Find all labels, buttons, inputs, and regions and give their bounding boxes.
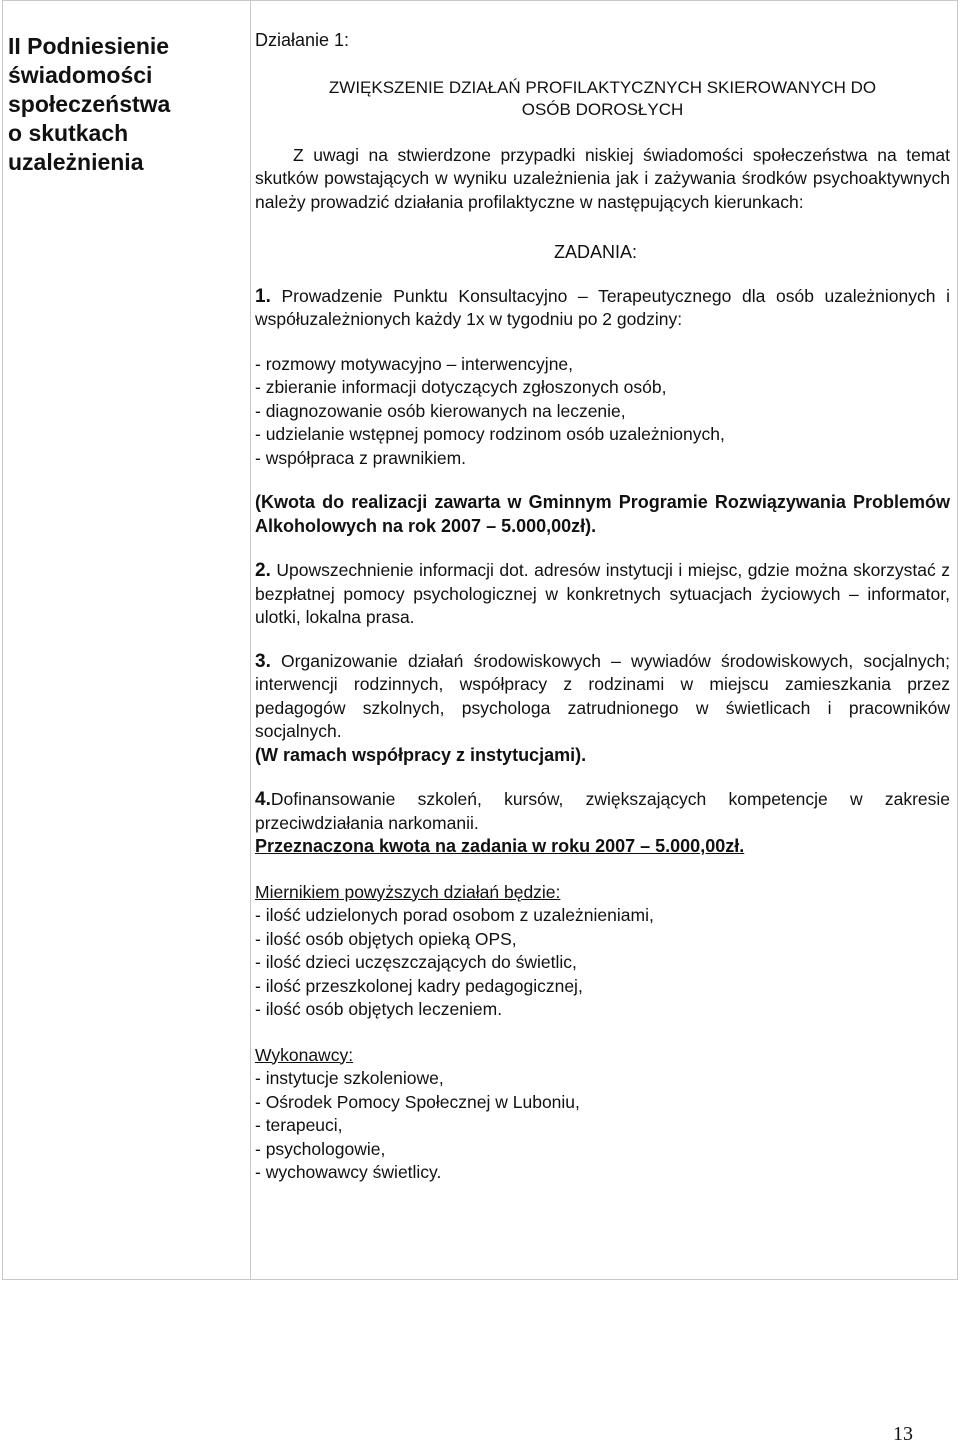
list-item: - psychologowie, <box>255 1138 386 1159</box>
section-title-line: uzależnienia <box>8 149 144 175</box>
list-item: - ilość przeszkolonej kadry pedagogicznej, <box>255 975 583 996</box>
task-1 <box>255 285 950 332</box>
task-4-number: 4. <box>255 789 271 810</box>
action-heading <box>255 77 950 121</box>
list-item: - terapeuci, <box>255 1115 343 1135</box>
list-item: - Ośrodek Pomocy Społecznej w Luboniu, <box>255 1091 580 1112</box>
list-item: - ilość osób objętych opieką OPS, <box>255 928 517 949</box>
section-title-line: świadomości <box>8 62 153 88</box>
executors-label: Wykonawcy: <box>255 1044 354 1065</box>
task-2-text: Upowszechnienie informacji dot. adresów instytucji i miejsc, gdzie można skorzystać z bezpłatnej pomocy psychologicznej w konkretnych sytuacjach życiowych – informator, ulotki, lokalna prasa. <box>255 560 950 627</box>
action-heading-line: OSÓB DOROSŁYCH <box>521 99 684 119</box>
list-item: - instytucje szkoleniowe, <box>255 1068 444 1088</box>
executors-section <box>255 1044 950 1185</box>
task-4-amount: Przeznaczona kwota na zadania w roku 2007 – 5.000,00zł. <box>255 836 745 856</box>
list-item: - diagnozowanie osób kierowanych na leczenie, <box>255 400 626 421</box>
page-number: 13 <box>893 1423 913 1445</box>
list-item: - ilość osób objętych leczeniem. <box>255 999 503 1019</box>
task-1-number: 1. <box>255 285 271 307</box>
measures-section <box>255 881 950 1022</box>
list-item: - zbieranie informacji dotyczących zgłoszonych osób, <box>255 377 667 397</box>
task-3-note: (W ramach współpracy z instytucjami). <box>255 744 587 765</box>
list-item: - współpraca z prawnikiem. <box>255 447 467 468</box>
measures-label: Miernikiem powyższych działań będzie: <box>255 881 561 902</box>
section-title-line: społeczeństwa <box>8 91 171 117</box>
action-label: Działanie 1: <box>255 30 350 50</box>
task-1-list <box>255 353 950 471</box>
task-2 <box>255 559 950 630</box>
list-item: - wychowawcy świetlicy. <box>255 1162 442 1182</box>
section-title-line: II Podniesienie <box>8 33 170 59</box>
action-heading-line: ZWIĘKSZENIE DZIAŁAŃ PROFILAKTYCZNYCH SKIEROWANYCH DO <box>328 77 877 97</box>
column-divider <box>250 1 251 1279</box>
task-1-text: Prowadzenie Punktu Konsultacyjno – Terapeutycznego dla osób uzależnionych i współuzależnionych każdy 1x w tygodniu po 2 godziny: <box>255 285 950 329</box>
task-3-text: Organizowanie działań środowiskowych – wywiadów środowiskowych, socjalnych; interwencji rodzinnych, współpracy z rodzinami w miejscu zamieszkania przez pedagogów szkolnych, psychologa zatrudnionego w świetlicach i pracowników socjalnych. <box>255 650 950 741</box>
task-4 <box>255 788 950 835</box>
list-item: - rozmowy motywacyjno – interwencyjne, <box>255 353 574 374</box>
intro-paragraph: Z uwagi na stwierdzone przypadki niskiej świadomości społeczeństwa na temat skutków powstających w wyniku uzależnienia jak i zażywania środków psychoaktywnych należy prowadzić działania profilaktyczne w następujących kierunkach: <box>255 144 950 212</box>
list-item: - ilość dzieci uczęszczających do świetlic, <box>255 952 577 972</box>
task-3 <box>255 650 950 744</box>
section-title-line: o skutkach <box>8 120 129 146</box>
section-title <box>8 32 238 177</box>
list-item: - ilość udzielonych porad osobom z uzależnieniami, <box>255 905 654 925</box>
task-4-text: Dofinansowanie szkoleń, kursów, zwiększających kompetencje w zakresie przeciwdziałania narkomanii. <box>255 789 950 833</box>
list-item: - udzielanie wstępnej pomocy rodzinom osób uzależnionych, <box>255 424 725 444</box>
task-3-number: 3. <box>255 650 271 672</box>
tasks-heading: ZADANIA: <box>554 242 638 262</box>
action-content <box>255 29 950 1185</box>
task-1-amount-note: (Kwota do realizacji zawarta w Gminnym Programie Rozwiązywania Problemów Alkoholowych na rok 2007 – 5.000,00zł). <box>255 492 950 536</box>
task-2-number: 2. <box>255 560 271 581</box>
